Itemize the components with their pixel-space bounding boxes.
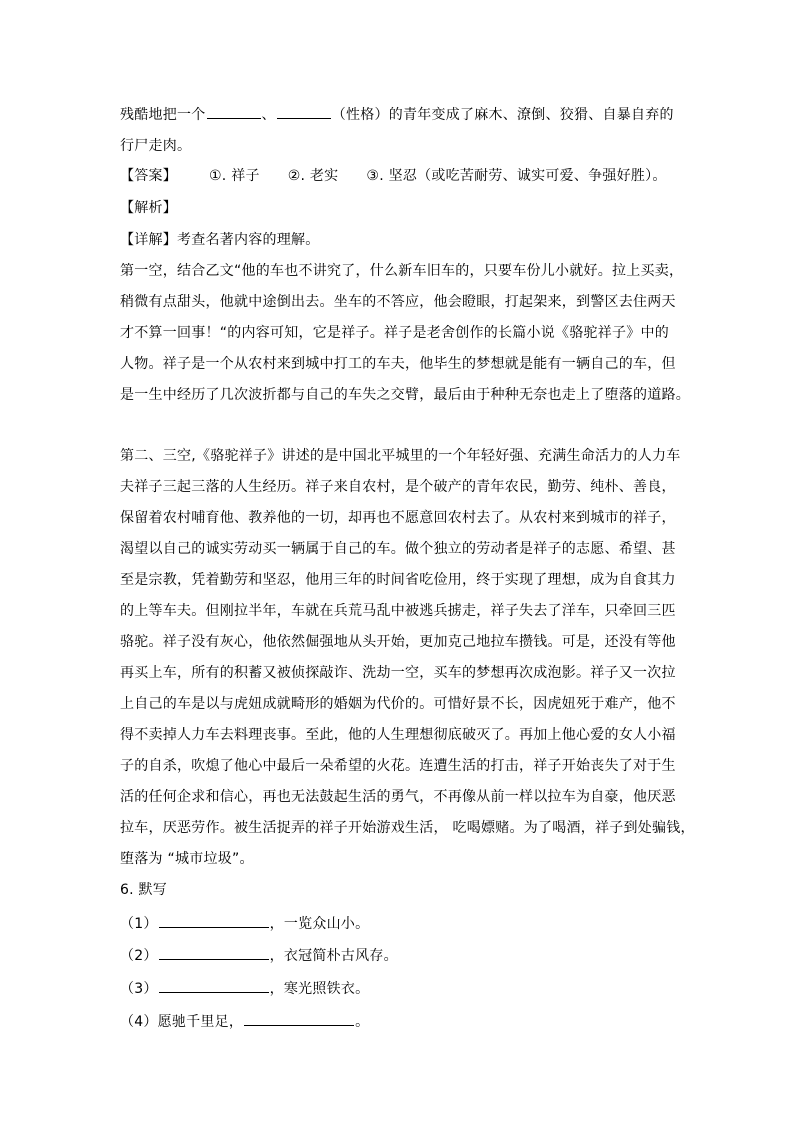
para2-line: 第二、三空,《骆驼祥子》讲述的是中国北平城里的一个年轻好强、充满生命活力的人力车 xyxy=(120,448,681,464)
fill-blank-2 xyxy=(277,104,331,119)
dictation-blank xyxy=(244,1011,354,1026)
intro-text-b: 、 xyxy=(261,107,276,123)
para2-line: 保留着农村哺育他、教养他的一切，却再也不愿意回农村去了。从农村来到城市的祥子， xyxy=(120,510,676,526)
dictation-prefix: 愿驰千里足， xyxy=(157,1014,244,1030)
detail-line xyxy=(120,231,320,249)
answer-item-3: ③. 坚忍（或吃苦耐劳、诚实可爱、争强好胜）。 xyxy=(366,168,667,184)
intro-line-1 xyxy=(120,104,674,124)
dictation-item xyxy=(120,913,369,933)
dictation-number: （2） xyxy=(120,948,158,964)
para2-line: 至是宗教，凭着勤劳和坚忍，他用三年的时间省吃俭用，终于实现了理想，成为自食其力 xyxy=(120,572,676,588)
dictation-blank xyxy=(159,913,269,928)
dictation-text: ，一览众山小。 xyxy=(269,916,370,932)
dictation-text: ，寒光照铁衣。 xyxy=(269,981,370,997)
dictation-number: （1） xyxy=(120,916,158,932)
dictation-item xyxy=(120,1011,369,1031)
para2-line: 骆驼。祥子没有灰心，他依然倔强地从头开始，更加克己地拉车攒钱。可是，还没有等他 xyxy=(120,634,676,650)
para1-line: 稍微有点甜头，他就中途倒出去。坐车的不答应，他会瞪眼，打起架来，到警区去住两天 xyxy=(120,294,676,310)
dictation-item xyxy=(120,978,369,998)
dictation-item xyxy=(120,945,398,965)
detail-tag: 【详解】 xyxy=(120,232,177,248)
answer-line xyxy=(120,167,667,185)
answer-item-2: ②. 老实 xyxy=(287,168,339,184)
para2-line: 拉车，厌恶劳作。被生活捉弄的祥子开始游戏生活， 吃喝嫖赌。为了喝酒，祥子到处骗钱， xyxy=(120,820,695,836)
para1-line: 第一空，结合乙文“他的车也不讲究了，什么新车旧车的，只要车份儿小就好。拉上买卖， xyxy=(120,263,684,279)
detail-text: 考查名著内容的理解。 xyxy=(177,232,320,248)
dictation-blank xyxy=(159,945,269,960)
para2-line: 活的任何企求和信心，再也无法鼓起生活的勇气，不再像从前一样以拉车为自豪，他厌恶 xyxy=(120,789,676,805)
intro-text-a: 残酷地把一个 xyxy=(120,107,206,123)
para2-line: 上自己的车是以与虎妞成就畸形的婚姻为代价的。可惜好景不长，因虎妞死于难产，他不 xyxy=(120,696,676,712)
para2-line: 再买上车，所有的积蓄又被侦探敲诈、洗劫一空，买车的梦想再次成泡影。祥子又一次拉 xyxy=(120,665,676,681)
dictation-number: （3） xyxy=(120,981,158,997)
dictation-text: 。 xyxy=(355,1014,370,1030)
answer-tag: 【答案】 xyxy=(120,168,177,184)
question-title: 6. 默写 xyxy=(120,882,168,898)
para1-line: 才不算一回事！“的内容可知，它是祥子。祥子是老舍创作的长篇小说《骆驼祥子》中的 xyxy=(120,325,670,341)
dictation-text: ，衣冠简朴古风存。 xyxy=(269,948,398,964)
para2-line: 夫祥子三起三落的人生经历。祥子来自农村，是个破产的青年农民，勤劳、纯朴、善良， xyxy=(120,479,676,495)
answer-item-1: ①. 祥子 xyxy=(209,168,260,184)
para2-line: 的上等车夫。但刚拉半年，车就在兵荒马乱中被逃兵掳走，祥子失去了洋车，只牵回三匹 xyxy=(120,603,676,619)
para2-line: 子的自杀，吹熄了他心中最后一朵希望的火花。连遭生活的打击，祥子开始丧失了对于生 xyxy=(120,758,676,774)
para1-line: 人物。祥子是一个从农村来到城中打工的车夫，他毕生的梦想就是能有一辆自己的车，但 xyxy=(120,356,676,372)
para2-line: 堕落为 “城市垃圾”。 xyxy=(120,851,254,867)
intro-line-2: 行尸走肉。 xyxy=(120,138,192,154)
para1-line: 是一生中经历了几次波折都与自己的车失之交臂，最后由于种种无奈也走上了堕落的道路。 xyxy=(120,387,690,403)
intro-text-c: （性格）的青年变成了麻木、潦倒、狡猾、自暴自弃的 xyxy=(331,107,674,123)
dictation-blank xyxy=(159,978,269,993)
dictation-number: （4） xyxy=(120,1014,158,1030)
fill-blank-1 xyxy=(207,104,261,119)
analysis-tag: 【解析】 xyxy=(120,200,177,216)
para2-line: 渴望以自己的诚实劳动买一辆属于自己的车。做个独立的劳动者是祥子的志愿、希望、甚 xyxy=(120,541,676,557)
para2-line: 得不卖掉人力车去料理丧事。至此，他的人生理想彻底破灭了。再加上他心爱的女人小福 xyxy=(120,727,676,743)
